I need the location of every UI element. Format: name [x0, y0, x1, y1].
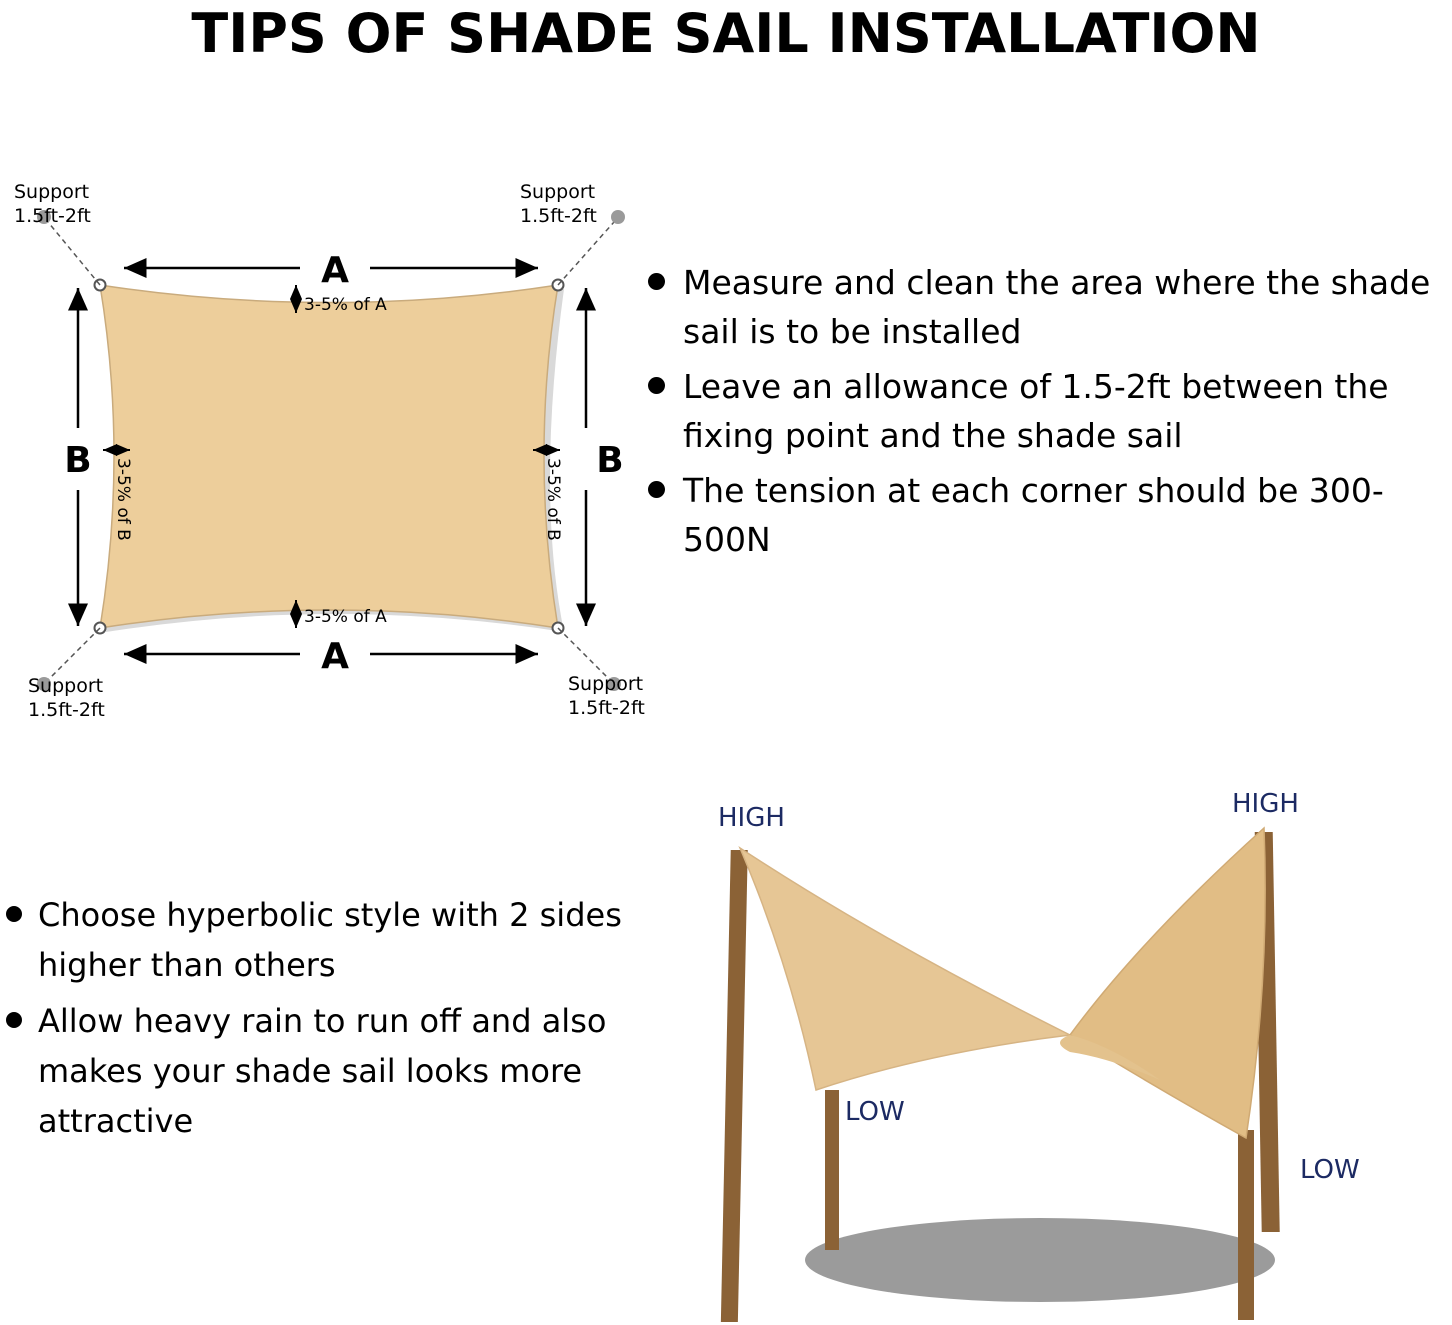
bullet-dot-icon	[648, 481, 665, 498]
support-label-top-right-line2: 1.5ft-2ft	[520, 205, 597, 227]
post-high-left	[721, 850, 748, 1322]
dimension-right-B	[586, 288, 624, 626]
dimension-bottom-A	[124, 636, 538, 677]
support-label-bottom-left-line2: 1.5ft-2ft	[28, 699, 105, 721]
bullet-dot-icon	[6, 906, 22, 922]
support-label-bottom-left-line1: Support	[28, 675, 104, 697]
post-low-left	[825, 1090, 839, 1250]
rectangular-sail-diagram	[0, 160, 660, 740]
support-label-top-left-line2: 1.5ft-2ft	[14, 205, 91, 227]
list-item	[6, 890, 622, 990]
label-high-left: HIGH	[718, 803, 785, 833]
dimension-label-right-B: B	[596, 440, 624, 481]
list-item	[648, 258, 1452, 356]
bullet-dot-icon	[648, 273, 665, 290]
sail-shape-hyperbolic	[740, 828, 1265, 1138]
tips-list-top	[648, 258, 1452, 570]
curvature-label-right: 3-5% of B	[543, 458, 563, 541]
dimension-left-B	[64, 288, 91, 626]
support-dot	[611, 210, 625, 224]
dimension-label-bottom-A: A	[321, 636, 349, 677]
dimension-label-top-A: A	[321, 250, 349, 291]
tips-list-bottom	[6, 890, 622, 1152]
bullet-dot-icon	[648, 377, 665, 394]
dimension-label-left-B: B	[64, 440, 92, 481]
label-low-right: LOW	[1300, 1155, 1360, 1185]
post-low-right	[1238, 1130, 1254, 1320]
support-label-bottom-right-line1: Support	[568, 673, 644, 695]
curvature-label-left: 3-5% of B	[113, 458, 133, 541]
tip-text: The tension at each corner should be 300-500N	[683, 471, 1384, 559]
list-item	[648, 362, 1452, 460]
tip-text: Allow heavy rain to run off and also makes your shade sail looks more attractive	[38, 1002, 607, 1140]
hyperbolic-sail-diagram	[640, 790, 1452, 1325]
bullet-dot-icon	[6, 1012, 22, 1028]
list-item	[6, 996, 622, 1146]
list-item	[648, 466, 1452, 564]
support-label-top-left-line1: Support	[14, 181, 90, 203]
tip-text: Leave an allowance of 1.5-2ft between the fixing point and the shade sail	[683, 367, 1389, 455]
curvature-label-bottom: 3-5% of A	[304, 607, 387, 627]
page-title: TIPS OF SHADE SAIL INSTALLATION	[191, 2, 1261, 65]
support-label-bottom-right-line2: 1.5ft-2ft	[568, 697, 645, 719]
label-high-right: HIGH	[1232, 790, 1299, 819]
tip-text: Choose hyperbolic style with 2 sides higher than others	[38, 896, 622, 984]
support-label-top-right-line1: Support	[520, 181, 596, 203]
label-low-left: LOW	[845, 1097, 905, 1127]
tip-text: Measure and clean the area where the shade sail is to be installed	[683, 263, 1431, 351]
sail-shape	[95, 280, 565, 634]
ground-shadow	[805, 1218, 1275, 1302]
dimension-top-A	[124, 250, 538, 291]
curvature-label-top: 3-5% of A	[304, 295, 387, 315]
